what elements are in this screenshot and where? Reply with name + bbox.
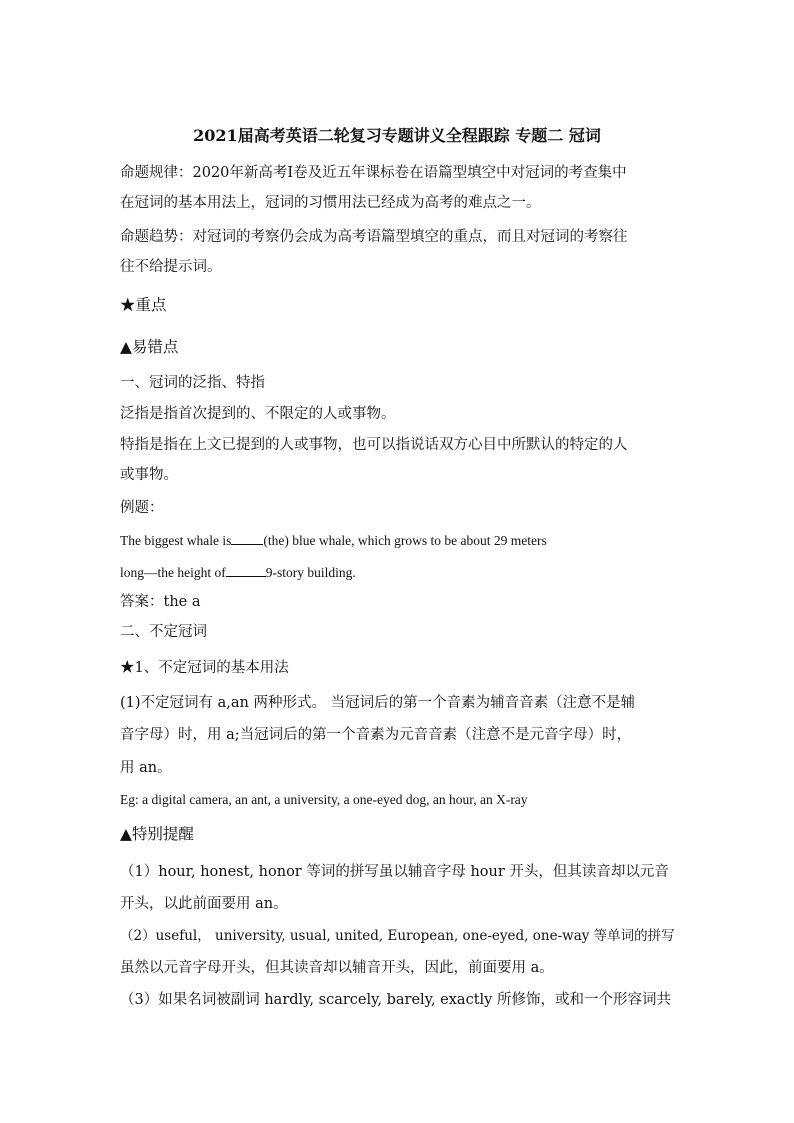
- answer-text: 答案：the a: [120, 594, 201, 610]
- section-2-heading: 二、不定冠词: [120, 624, 207, 640]
- note-2-line-2: 虽然以元音字母开头，但其读音却以辅音开头，因此，前面要用 a。: [120, 960, 554, 976]
- example-line-1-part-a: The biggest whale is: [120, 533, 232, 548]
- answer-blank-2: [226, 562, 266, 577]
- example-line-1-part-b: (the) blue whale, which grows to be about 29 meters: [263, 533, 547, 548]
- note-1-line-2: 开头，以此前面要用 an。: [120, 896, 288, 912]
- section-1-heading: 一、冠词的泛指、特指: [120, 375, 265, 391]
- note-1-line-1: （1）hour, honest, honor 等词的拼写虽以辅音字母 hour 开头，但其读音却以元音: [120, 864, 669, 880]
- example-label: 例题：: [120, 500, 164, 516]
- rule-paragraph-line-3: 用 an。: [120, 760, 172, 776]
- subsection-1-heading: ★1、不定冠词的基本用法: [120, 660, 289, 676]
- special-note-heading: ▲特别提醒: [120, 825, 194, 843]
- trend-line-2: 往不给提示词。: [120, 259, 222, 275]
- key-points-heading: ★重点: [120, 296, 167, 314]
- rule-line-1: 命题规律：2020年新高考Ⅰ卷及近五年课标卷在语篇型填空中对冠词的考查集中: [120, 165, 627, 181]
- specific-reference-line-2: 或事物。: [120, 467, 178, 483]
- specific-reference-line-1: 特指是指在上文已提到的人或事物，也可以指说话双方心目中所默认的特定的人: [120, 437, 628, 453]
- error-points-heading: ▲易错点: [120, 338, 179, 356]
- examples-line: Eg: a digital camera, an ant, a university, a one-eyed dog, an hour, an X-ray: [120, 792, 528, 807]
- example-sentence-line-2: [120, 562, 356, 583]
- rule-line-2: 在冠词的基本用法上，冠词的习惯用法已经成为高考的难点之一。: [120, 195, 541, 211]
- note-3-line-1: （3）如果名词被副词 hardly, scarcely, barely, exactly 所修饰，或和一个形容词共: [120, 992, 671, 1008]
- answer-blank-1: [231, 530, 263, 545]
- example-sentence-line-1: [120, 530, 547, 551]
- generic-reference-text: 泛指是指首次提到的、不限定的人或事物。: [120, 406, 396, 422]
- document-title: 2021届高考英语二轮复习专题讲义全程跟踪 专题二 冠词: [193, 126, 601, 145]
- example-line-2-part-b: 9-story building.: [265, 565, 356, 580]
- example-line-2-part-a: long—the height of: [120, 565, 226, 580]
- note-2-line-1: （2）useful， university, usual, united, European, one-eyed, one-way 等单词的拼写: [120, 928, 675, 944]
- rule-paragraph-line-1: (1)不定冠词有 a,an 两种形式。 当冠词后的第一个音素为辅音音素（注意不是辅: [120, 695, 636, 711]
- rule-paragraph-line-2: 音字母）时，用 a;当冠词后的第一个音素为元音音素（注意不是元音字母）时，: [120, 727, 632, 743]
- trend-line-1: 命题趋势：对冠词的考察仍会成为高考语篇型填空的重点，而且对冠词的考察往: [120, 229, 628, 245]
